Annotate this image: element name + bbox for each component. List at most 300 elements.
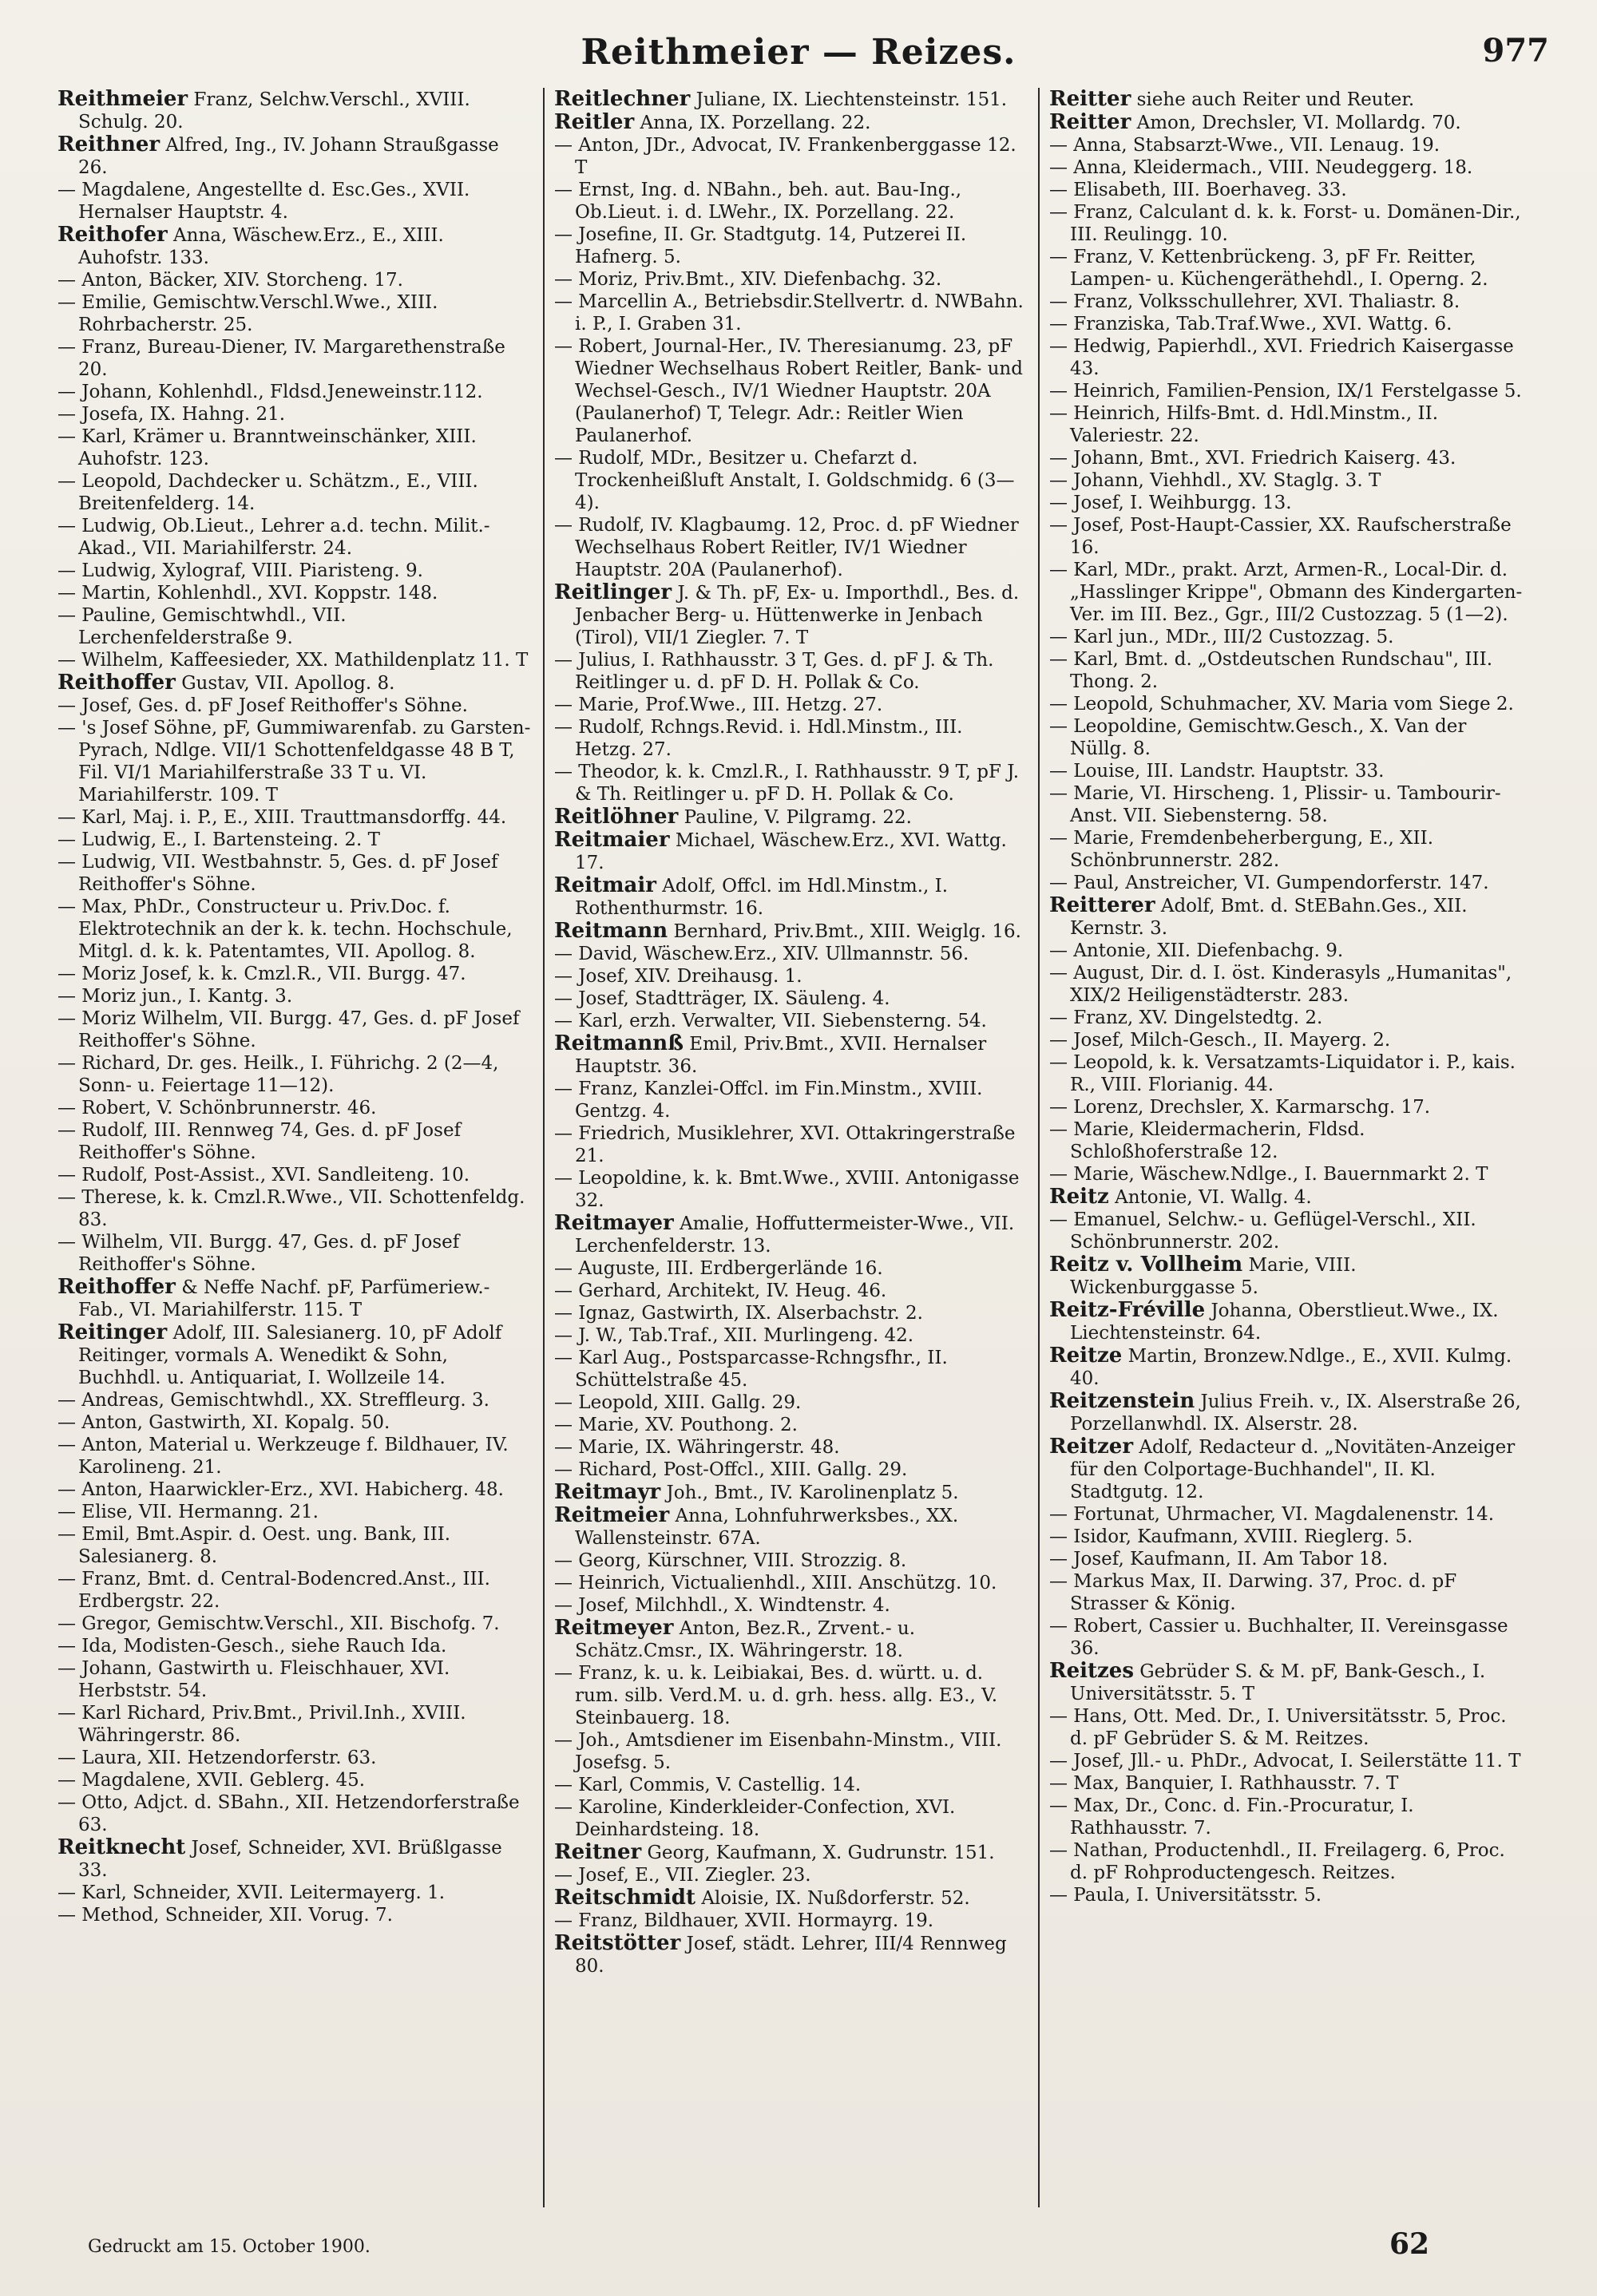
directory-entry: [1049, 1570, 1524, 1615]
entry-text: — Josef, I. Weihburgg. 13.: [1049, 493, 1292, 513]
directory-entry: [554, 1774, 1028, 1796]
directory-entry: [1049, 1389, 1524, 1435]
directory-entry: [57, 1320, 533, 1389]
entry-text: — Karl, Krämer u. Branntweinschänker, XIII. Auhofstr. 123.: [57, 426, 477, 469]
entry-text: — Antonie, XII. Diefenbachg. 9.: [1049, 940, 1344, 961]
entry-text: Josef, Schneider, XVI. Brüßlgasse 33.: [78, 1838, 502, 1881]
entry-text: — Josefa, IX. Hahng. 21.: [57, 404, 286, 425]
entry-text: — Karl, MDr., prakt. Arzt, Armen-R., Local-Dir. d. „Hasslinger Krippe", Obmann des Kindergarten-Ver. im III. Bez., Ggr., III/2 Custozzag. 5 (1—2).: [1049, 560, 1523, 625]
entry-text: — Franz, Volksschullehrer, XVI. Thaliastr. 8.: [1049, 291, 1460, 312]
entry-text: — Ernst, Ing. d. NBahn., beh. aut. Bau-Ing., Ob.Lieut. i. d. LWehr., IX. Porzellang. 22.: [554, 180, 962, 223]
directory-entry: [1049, 648, 1524, 693]
directory-entry: [554, 1503, 1028, 1550]
directory-entry: [57, 1389, 533, 1411]
directory-entry: [554, 1910, 1028, 1932]
entry-text: — Georg, Kürschner, VIII. Strozzig. 8.: [554, 1550, 907, 1571]
entry-text: — Friedrich, Musiklehrer, XVI. Ottakringerstraße 21.: [554, 1123, 1016, 1166]
directory-entry: [554, 1324, 1028, 1347]
entry-text: — Emil, Bmt.Aspir. d. Oest. ung. Bank, III. Salesianerg. 8.: [57, 1524, 451, 1567]
entry-text: Julius Freih. v., IX. Alserstraße 26, Porzellanwhdl. IX. Alserstr. 28.: [1070, 1391, 1521, 1435]
directory-entry: [1049, 179, 1524, 201]
entry-text: & Neffe Nachf. pF, Parfümeriew.-Fab., VI. Mariahilferstr. 115. T: [78, 1277, 490, 1320]
directory-entry: [57, 1747, 533, 1769]
directory-entry: [554, 1211, 1028, 1257]
directory-entry: [57, 470, 533, 515]
entry-text: — Josef, Post-Haupt-Cassier, XX. Raufscherstraße 16.: [1049, 515, 1512, 558]
entry-text: — Moriz Wilhelm, VII. Burgg. 47, Ges. d. pF Josef Reithoffer's Söhne.: [57, 1008, 520, 1051]
entry-text: Anna, Lohnfuhrwerksbes., XX. Wallensteinstr. 67A.: [575, 1506, 959, 1549]
entry-text: — Anna, Stabsarzt-Wwe., VII. Lenaug. 19.: [1049, 135, 1440, 156]
entry-surname: Reitlöhner: [554, 805, 679, 829]
entry-text: — Pauline, Gemischtwhdl., VII. Lerchenfelderstraße 9.: [57, 605, 347, 648]
entry-text: — Robert, Cassier u. Buchhalter, II. Vereinsgasse 36.: [1049, 1616, 1508, 1659]
directory-entry: [554, 1480, 1028, 1504]
directory-entry: [554, 1729, 1028, 1774]
directory-entry: [57, 1052, 533, 1097]
directory-entry: [554, 1931, 1028, 1977]
directory-entry: [1049, 626, 1524, 648]
entry-text: — Julius, I. Rathhausstr. 3 T, Ges. d. pF J. & Th. Reitlinger u. d. pF D. H. Pollak & Co.: [554, 650, 994, 693]
entry-text: — Moriz, Priv.Bmt., XIV. Diefenbachg. 32.: [554, 269, 942, 290]
directory-entry: [554, 943, 1028, 965]
entry-text: — Josef, E., VII. Ziegler. 23.: [554, 1865, 811, 1886]
entry-text: — Isidor, Kaufmann, XVIII. Rieglerg. 5.: [1049, 1526, 1413, 1547]
entry-surname: Reitstötter: [554, 1931, 681, 1955]
entry-surname: Reitmeyer: [554, 1616, 674, 1640]
directory-entry: [1049, 246, 1524, 291]
directory-entry: [1049, 1163, 1524, 1186]
directory-entry: [1049, 1548, 1524, 1570]
entry-text: — Heinrich, Familien-Pension, IX/1 Ferstelgasse 5.: [1049, 381, 1522, 402]
directory-entry: [554, 514, 1028, 581]
directory-entry: [57, 1657, 533, 1702]
directory-entry: [57, 1791, 533, 1836]
directory-entry: [1049, 380, 1524, 402]
entry-text: Josef, städt. Lehrer, III/4 Rennweg 80.: [575, 1934, 1007, 1977]
entry-text: — Lorenz, Drechsler, X. Karmarschg. 17.: [1049, 1097, 1431, 1118]
directory-entry: [554, 828, 1028, 874]
directory-entry: [554, 1886, 1028, 1910]
directory-entry: [554, 1594, 1028, 1617]
directory-entry: [57, 806, 533, 829]
directory-entry: [1049, 1007, 1524, 1029]
directory-entry: [57, 1231, 533, 1276]
directory-entry: [57, 560, 533, 582]
entry-surname: Reitler: [554, 110, 635, 134]
directory-entry: [57, 1769, 533, 1791]
entry-text: — Theodor, k. k. Cmzl.R., I. Rathhausstr. 9 T, pF J. & Th. Reitlinger u. pF D. H. Pollak & Co.: [554, 762, 1020, 805]
entry-text: Amalie, Hoffuttermeister-Wwe., VII. Lerchenfelderstr. 13.: [575, 1213, 1015, 1257]
entry-surname: Reitlinger: [554, 580, 672, 604]
directory-entry: [554, 716, 1028, 761]
directory-entry: [554, 88, 1028, 111]
entry-text: Adolf, Bmt. d. StEBahn.Ges., XII. Kernstr. 3.: [1070, 896, 1468, 939]
directory-entry: [57, 1097, 533, 1119]
directory-entry: [554, 919, 1028, 943]
entry-text: — Marie, XV. Pouthong. 2.: [554, 1415, 798, 1435]
directory-entry: [57, 381, 533, 403]
directory-entry: [554, 224, 1028, 268]
directory-entry: [1049, 559, 1524, 626]
entry-text: — Elisabeth, III. Boerhaveg. 33.: [1049, 180, 1347, 200]
directory-entry: [57, 426, 533, 470]
directory-entry: [1049, 1209, 1524, 1253]
entry-text: — Magdalene, Angestellte d. Esc.Ges., XVII. Hernalser Hauptstr. 4.: [57, 180, 470, 223]
directory-entry: [57, 403, 533, 426]
entry-text: Martin, Bronzew.Ndlge., E., XVII. Kulmg. 40.: [1070, 1346, 1512, 1389]
directory-entry: [1049, 1795, 1524, 1839]
directory-entry: [554, 1840, 1028, 1864]
entry-text: — Andreas, Gemischtwhdl., XX. Streffleurg. 3.: [57, 1390, 489, 1411]
entry-text: — Wilhelm, Kaffeesieder, XX. Mathildenplatz 11. T: [57, 650, 529, 671]
directory-entry: [554, 1031, 1028, 1078]
directory-entry: [1049, 1772, 1524, 1795]
entry-text: Anna, IX. Porzellang. 22.: [640, 113, 871, 133]
entry-text: — Johann, Viehhdl., XV. Staglg. 3. T: [1049, 470, 1381, 491]
entry-text: — Max, Dr., Conc. d. Fin.-Procuratur, I. Rathhausstr. 7.: [1049, 1795, 1414, 1839]
entry-text: — Johann, Kohlenhdl., Fldsd.Jeneweinstr.112.: [57, 382, 483, 402]
entry-text: — Ludwig, VII. Westbahnstr. 5, Ges. d. pF Josef Reithoffer's Söhne.: [57, 852, 498, 895]
entry-text: — Gerhard, Architekt, IV. Heug. 46.: [554, 1281, 887, 1301]
entry-surname: Reitz: [1049, 1185, 1109, 1209]
entry-surname: Reithmeier: [57, 88, 188, 111]
entry-text: — Rudolf, MDr., Besitzer u. Chefarzt d. Trockenheißluft Anstalt, I. Goldschmidg. 6 (3—4).: [554, 448, 1015, 513]
directory-entry: [57, 1904, 533, 1926]
directory-entry: [1049, 447, 1524, 469]
entry-surname: Reitknecht: [57, 1835, 186, 1859]
entry-text: — Gregor, Gemischtw.Verschl., XII. Bischofg. 7.: [57, 1613, 500, 1634]
entry-text: — 's Josef Söhne, pF, Gummiwarenfab. zu Garsten-Pyrach, Ndlge. VII/1 Schottenfeldgasse 48 B T, Fil. VI/1 Mariahilferstraße 33 T u. VI. Mariahilferstr. 109. T: [57, 718, 531, 806]
directory-entry: [1049, 492, 1524, 514]
entry-text: — Ludwig, E., I. Bartensteing. 2. T: [57, 829, 380, 850]
entry-text: Franz, Selchw.Verschl., XVIII. Schulg. 20.: [78, 89, 470, 133]
directory-entry: [554, 1436, 1028, 1459]
entry-text: Bernhard, Priv.Bmt., XIII. Weiglg. 16.: [673, 921, 1021, 942]
entry-text: — Josefine, II. Gr. Stadtgutg. 14, Putzerei II. Hafnerg. 5.: [554, 224, 967, 267]
entry-text: — Karl, Bmt. d. „Ostdeutschen Rundschau", III. Thong. 2.: [1049, 649, 1492, 692]
directory-entry: [554, 1122, 1028, 1167]
directory-entry: [554, 447, 1028, 514]
directory-entry: [1049, 1750, 1524, 1772]
directory-entry: [57, 179, 533, 224]
directory-entry: [554, 580, 1028, 649]
entry-text: — Ludwig, Xylograf, VIII. Piaristeng. 9.: [57, 560, 423, 581]
entry-text: — Ida, Modisten-Gesch., siehe Rauch Ida.: [57, 1636, 447, 1657]
directory-entry: [57, 515, 533, 560]
directory-entry: [1049, 1884, 1524, 1906]
running-head: Reithmeier — Reizes.: [581, 32, 1016, 73]
entry-text: — Karl, erzh. Verwalter, VII. Siebensterng. 54.: [554, 1011, 987, 1031]
entry-text: — Anton, Gastwirth, XI. Kopalg. 50.: [57, 1412, 390, 1433]
entry-text: — Josef, Milchhdl., X. Windtenstr. 4.: [554, 1595, 890, 1616]
directory-entry: [1049, 1435, 1524, 1503]
entry-text: — Max, Banquier, I. Rathhausstr. 7. T: [1049, 1773, 1399, 1794]
directory-entry: [57, 1882, 533, 1904]
entry-text: J. & Th. pF, Ex- u. Importhdl., Bes. d. Jenbacher Berg- u. Hüttenwerke in Jenbach (Tirol), VII/1 Ziegler. 7. T: [575, 583, 1020, 648]
entry-surname: Reitzes: [1049, 1659, 1134, 1683]
column-1: [48, 88, 543, 2207]
directory-entry: [57, 1434, 533, 1479]
entry-text: — Leopoldine, Gemischtw.Gesch., X. Van der Nüllg. 8.: [1049, 716, 1467, 759]
entry-text: — Rudolf, Rchngs.Revid. i. Hdl.Minstm., III. Hetzg. 27.: [554, 717, 963, 760]
entry-text: — Moriz Josef, k. k. Cmzl.R., VII. Burgg. 47.: [57, 964, 466, 984]
directory-entry: [57, 1164, 533, 1186]
page-number: 977: [1482, 32, 1549, 69]
entry-text: — Hans, Ott. Med. Dr., I. Universitätsstr. 5, Proc. d. pF Gebrüder S. & M. Reitzes.: [1049, 1706, 1507, 1749]
directory-entry: [57, 269, 533, 291]
directory-entry: [1049, 1344, 1524, 1390]
entry-text: Adolf, Redacteur d. „Novitäten-Anzeiger für den Colportage-Buchhandel", II. Kl. Stadtgutg. 12.: [1070, 1437, 1516, 1502]
entry-text: — Leopold, Dachdecker u. Schätzm., E., VIII. Breitenfelderg. 14.: [57, 471, 478, 514]
directory-entry: [1049, 962, 1524, 1007]
directory-entry: [57, 1613, 533, 1635]
directory-entry: [57, 1501, 533, 1523]
directory-entry: [1049, 110, 1524, 134]
directory-entry: [554, 1572, 1028, 1594]
entry-surname: Reitlechner: [554, 88, 691, 111]
entry-surname: Reitz-Fréville: [1049, 1298, 1206, 1322]
entry-surname: Reitmannß: [554, 1031, 684, 1055]
directory-entry: [57, 1635, 533, 1657]
entry-text: Georg, Kaufmann, X. Gudrunstr. 151.: [647, 1843, 995, 1863]
directory-entry: [1049, 782, 1524, 827]
entry-text: Anton, Bez.R., Zrvent.- u. Schätz.Cmsr., IX. Währingerstr. 18.: [575, 1618, 916, 1661]
entry-surname: Reithofer: [57, 223, 168, 247]
entry-text: — Josef, Kaufmann, II. Am Tabor 18.: [1049, 1549, 1389, 1570]
entry-surname: Reitschmidt: [554, 1886, 695, 1910]
directory-entry: [57, 336, 533, 381]
directory-entry: [57, 649, 533, 671]
entry-text: — August, Dir. d. I. öst. Kinderasyls „Humanitas", XIX/2 Heiligenstädterstr. 283.: [1049, 963, 1512, 1006]
directory-entry: [57, 671, 533, 695]
entry-text: Marie, VIII. Wickenburggasse 5.: [1070, 1255, 1357, 1298]
entry-text: — Moriz jun., I. Kantg. 3.: [57, 986, 293, 1007]
entry-text: — David, Wäschew.Erz., XIV. Ullmannstr. 56.: [554, 944, 969, 964]
directory-entry: [554, 1662, 1028, 1729]
directory-entry: [57, 1411, 533, 1434]
directory-entry: [554, 1796, 1028, 1841]
entry-text: — Martin, Kohlenhdl., XVI. Koppstr. 148.: [57, 583, 438, 604]
directory-entry: [57, 1186, 533, 1231]
entry-text: Emil, Priv.Bmt., XVII. Hernalser Hauptstr. 36.: [575, 1034, 987, 1077]
directory-entry: [554, 1459, 1028, 1481]
entry-text: — Anton, Haarwickler-Erz., XVI. Habicherg. 48.: [57, 1479, 504, 1500]
entry-surname: Reitmayr: [554, 1480, 661, 1504]
entry-text: — Karl, Schneider, XVII. Leitermayerg. 1.: [57, 1882, 446, 1903]
directory-entry: [554, 291, 1028, 335]
entry-text: — Anna, Kleidermach., VIII. Neudeggerg. 18.: [1049, 157, 1473, 178]
entry-text: — Markus Max, II. Darwing. 37, Proc. d. pF Strasser & König.: [1049, 1571, 1457, 1614]
entry-text: — Leopold, k. k. Versatzamts-Liquidator i. P., kais. R., VIII. Florianig. 44.: [1049, 1052, 1516, 1095]
entry-text: — Magdalene, XVII. Geblerg. 45.: [57, 1770, 366, 1791]
entry-text: — Emilie, Gemischtw.Verschl.Wwe., XIII. Rohrbacherstr. 25.: [57, 292, 438, 335]
entry-text: — Franz, Bildhauer, XVII. Hormayrg. 19.: [554, 1910, 934, 1931]
entry-text: — Hedwig, Papierhdl., XVI. Friedrich Kaisergasse 43.: [1049, 336, 1514, 379]
directory-entry: [1049, 715, 1524, 760]
entry-text: — Karl jun., MDr., III/2 Custozzag. 5.: [1049, 627, 1394, 647]
directory-entry: [554, 1302, 1028, 1324]
entry-surname: Reitmayer: [554, 1211, 674, 1235]
entry-text: — Rudolf, Post-Assist., XVI. Sandleiteng. 10.: [57, 1165, 470, 1186]
directory-entry: [1049, 827, 1524, 872]
entry-text: — J. W., Tab.Traf., XII. Murlingeng. 42.: [554, 1325, 914, 1346]
entry-surname: Reitz v. Vollheim: [1049, 1253, 1243, 1277]
entry-text: Antonie, VI. Wallg. 4.: [1115, 1187, 1312, 1208]
directory-entry: [554, 1616, 1028, 1662]
entry-text: — Johann, Bmt., XVI. Friedrich Kaiserg. 43.: [1049, 448, 1456, 469]
entry-surname: Reitzenstein: [1049, 1389, 1195, 1413]
entry-text: — Franz, XV. Dingelstedtg. 2.: [1049, 1007, 1323, 1028]
directory-entry: [1049, 1503, 1524, 1526]
directory-entry: [1049, 514, 1524, 559]
directory-entry: [554, 110, 1028, 134]
entry-text: — Robert, V. Schönbrunnerstr. 46.: [57, 1098, 377, 1118]
entry-text: Gustav, VII. Apollog. 8.: [181, 673, 395, 694]
directory-entry: [57, 695, 533, 717]
entry-text: — Franz, Kanzlei-Offcl. im Fin.Minstm., XVIII. Gentzg. 4.: [554, 1079, 983, 1122]
entry-text: — Richard, Dr. ges. Heilk., I. Führichg. 2 (2—4, Sonn- u. Feiertage 11—12).: [57, 1053, 499, 1096]
directory-entry: [57, 963, 533, 985]
entry-text: — Marcellin A., Betriebsdir.Stellvertr. d. NWBahn. i. P., I. Graben 31.: [554, 291, 1024, 335]
entry-text: — Emanuel, Selchw.- u. Geflügel-Verschl., XII. Schönbrunnerstr. 202.: [1049, 1209, 1476, 1253]
entry-text: — Louise, III. Landstr. Hauptstr. 33.: [1049, 761, 1385, 782]
entry-text: — Franz, Bureau-Diener, IV. Margarethenstraße 20.: [57, 337, 505, 380]
directory-entry: [1049, 335, 1524, 380]
directory-entry: [57, 133, 533, 179]
entry-text: — Therese, k. k. Cmzl.R.Wwe., VII. Schottenfeldg. 83.: [57, 1187, 525, 1230]
directory-entry: [57, 1523, 533, 1568]
directory-entry: [1049, 88, 1524, 111]
entry-text: — Laura, XII. Hetzendorferstr. 63.: [57, 1748, 377, 1768]
entry-text: — Leopold, Schuhmacher, XV. Maria vom Siege 2.: [1049, 694, 1514, 715]
entry-surname: Reitzer: [1049, 1435, 1134, 1459]
entry-text: — Heinrich, Victualienhdl., XIII. Anschützg. 10.: [554, 1573, 997, 1593]
directory-entry: [554, 873, 1028, 920]
entry-text: — Josef, Ges. d. pF Josef Reithoffer's Söhne.: [57, 695, 468, 716]
directory-entry: [1049, 1705, 1524, 1750]
entry-text: — Leopoldine, k. k. Bmt.Wwe., XVIII. Antonigasse 32.: [554, 1168, 1020, 1211]
entry-surname: Reithner: [57, 133, 160, 156]
directory-entry: [554, 1010, 1028, 1032]
entry-text: — Josef, XIV. Dreihausg. 1.: [554, 966, 802, 987]
directory-entry: [1049, 893, 1524, 940]
directory-entry: [1049, 1298, 1524, 1344]
entry-text: — Anton, Bäcker, XIV. Storcheng. 17.: [57, 270, 403, 291]
entry-text: — Franz, Calculant d. k. k. Forst- u. Domänen-Dir., III. Reulingg. 10.: [1049, 202, 1521, 245]
directory-entry: [1049, 872, 1524, 894]
entry-surname: Reitter: [1049, 110, 1131, 134]
directory-entry: [1049, 1118, 1524, 1163]
directory-entry: [57, 291, 533, 336]
entry-text: Alfred, Ing., IV. Johann Straußgasse 26.: [78, 135, 499, 178]
entry-text: — Paula, I. Universitätsstr. 5.: [1049, 1885, 1322, 1906]
entry-text: siehe auch Reiter und Reuter.: [1136, 89, 1415, 110]
directory-entry: [1049, 1029, 1524, 1051]
entry-text: — Method, Schneider, XII. Vorug. 7.: [57, 1905, 393, 1926]
directory-entry: [1049, 760, 1524, 782]
entry-text: Michael, Wäschew.Erz., XVI. Wattg. 17.: [575, 830, 1007, 873]
entry-surname: Reitmann: [554, 919, 668, 943]
entry-text: Amon, Drechsler, VI. Mollardg. 70.: [1136, 113, 1461, 133]
entry-text: — Otto, Adjct. d. SBahn., XII. Hetzendorferstraße 63.: [57, 1792, 520, 1835]
entry-text: Pauline, V. Pilgramg. 22.: [684, 807, 912, 828]
directory-entry: [57, 717, 533, 806]
directory-entry: [57, 1479, 533, 1501]
entry-text: Johanna, Oberstlieut.Wwe., IX. Liechtensteinstr. 64.: [1070, 1300, 1499, 1344]
directory-entry: [1049, 469, 1524, 492]
entry-surname: Reitter: [1049, 88, 1131, 111]
directory-entry: [554, 805, 1028, 829]
directory-entry: [554, 988, 1028, 1010]
entry-text: — Auguste, III. Erdbergerlände 16.: [554, 1258, 883, 1279]
entry-text: — Marie, VI. Hirscheng. 1, Plissir- u. Tambourir-Anst. VII. Siebensterng. 58.: [1049, 783, 1501, 826]
entry-text: — Richard, Post-Offcl., XIII. Gallg. 29.: [554, 1459, 908, 1480]
directory-entry: [57, 851, 533, 896]
directory-entry: [57, 88, 533, 133]
directory-entry: [57, 1275, 533, 1321]
entry-surname: Reitmaier: [554, 828, 670, 852]
entry-text: — Anton, JDr., Advocat, IV. Frankenberggasse 12. T: [554, 135, 1016, 178]
directory-entry: [554, 1347, 1028, 1391]
directory-entry: [1049, 134, 1524, 156]
directory-entry: [1049, 1615, 1524, 1660]
print-date: Gedruckt am 15. October 1900.: [88, 2237, 371, 2257]
directory-entry: [554, 1257, 1028, 1280]
directory-entry: [1049, 201, 1524, 246]
entry-text: — Josef, Jll.- u. PhDr., Advocat, I. Seilerstätte 11. T: [1049, 1751, 1521, 1771]
entry-text: — Franziska, Tab.Traf.Wwe., XVI. Wattg. 6.: [1049, 314, 1452, 335]
directory-entry: [57, 604, 533, 649]
directory-entry: [554, 268, 1028, 291]
directory-entry: [57, 582, 533, 604]
entry-text: — Franz, k. u. k. Leibiakai, Bes. d. württ. u. d. rum. silb. Verd.M. u. d. grh. hess. allg. E3., V. Steinbauerg. 18.: [554, 1663, 998, 1728]
directory-entry: [554, 134, 1028, 179]
entry-text: — Karl Richard, Priv.Bmt., Privil.Inh., XVIII. Währingerstr. 86.: [57, 1703, 466, 1746]
entry-text: Aloisie, IX. Nußdorferstr. 52.: [701, 1888, 970, 1909]
entry-text: Adolf, Offcl. im Hdl.Minstm., I. Rothenthurmstr. 16.: [575, 876, 949, 919]
directory-entry: [57, 1835, 533, 1882]
entry-surname: Reitze: [1049, 1344, 1123, 1368]
directory-entry: [1049, 1526, 1524, 1548]
entry-text: Gebrüder S. & M. pF, Bank-Gesch., I. Universitätsstr. 5. T: [1070, 1661, 1486, 1704]
entry-surname: Reitmair: [554, 873, 656, 897]
entry-text: — Franz, V. Kettenbrückeng. 3, pF Fr. Reitter, Lampen- u. Küchengeräthehdl., I. Operng. 2.: [1049, 247, 1488, 290]
signature-mark: 62: [1389, 2227, 1430, 2261]
entry-text: — Joh., Amtsdiener im Eisenbahn-Minstm., VIII. Josefsg. 5.: [554, 1730, 1002, 1773]
entry-surname: Reitmeier: [554, 1503, 670, 1527]
directory-entry: [57, 1007, 533, 1052]
directory-entry: [554, 1280, 1028, 1302]
entry-text: — Robert, Journal-Her., IV. Theresianumg. 23, pF Wiedner Wechselhaus Robert Reitler, Bank- und Wechsel-Gesch., IV/1 Wiedner Hauptstr. 20A (Paulanerhof) T, Telegr. Adr.: Reitler Wien Paulanerhof.: [554, 336, 1023, 446]
entry-text: — Wilhelm, VII. Burgg. 47, Ges. d. pF Josef Reithoffer's Söhne.: [57, 1232, 460, 1275]
directory-entry: [1049, 940, 1524, 962]
entry-surname: Reitner: [554, 1840, 642, 1864]
entry-text: — Karl, Maj. i. P., E., XIII. Trauttmansdorffg. 44.: [57, 807, 507, 828]
directory-entry: [554, 965, 1028, 988]
entry-text: — Josef, Stadtträger, IX. Säuleng. 4.: [554, 988, 890, 1009]
column-3: [1038, 88, 1533, 2207]
entry-text: — Karl, Commis, V. Castellig. 14.: [554, 1775, 862, 1795]
entry-text: — Max, PhDr., Constructeur u. Priv.Doc. f. Elektrotechnik an der k. k. techn. Hochschule, Mitgl. d. k. k. Patentamtes, VII. Apollog. 8.: [57, 897, 513, 962]
directory-entry: [554, 335, 1028, 447]
directory-entry: [57, 223, 533, 269]
entry-text: — Anton, Material u. Werkzeuge f. Bildhauer, IV. Karolineng. 21.: [57, 1435, 509, 1478]
directory-entry: [1049, 1051, 1524, 1096]
entry-text: — Marie, IX. Währingerstr. 48.: [554, 1437, 840, 1458]
entry-surname: Reitinger: [57, 1320, 168, 1344]
entry-surname: Reithoffer: [57, 671, 176, 695]
entry-text: — Marie, Fremdenbeherbergung, E., XII. Schönbrunnerstr. 282.: [1049, 828, 1434, 871]
